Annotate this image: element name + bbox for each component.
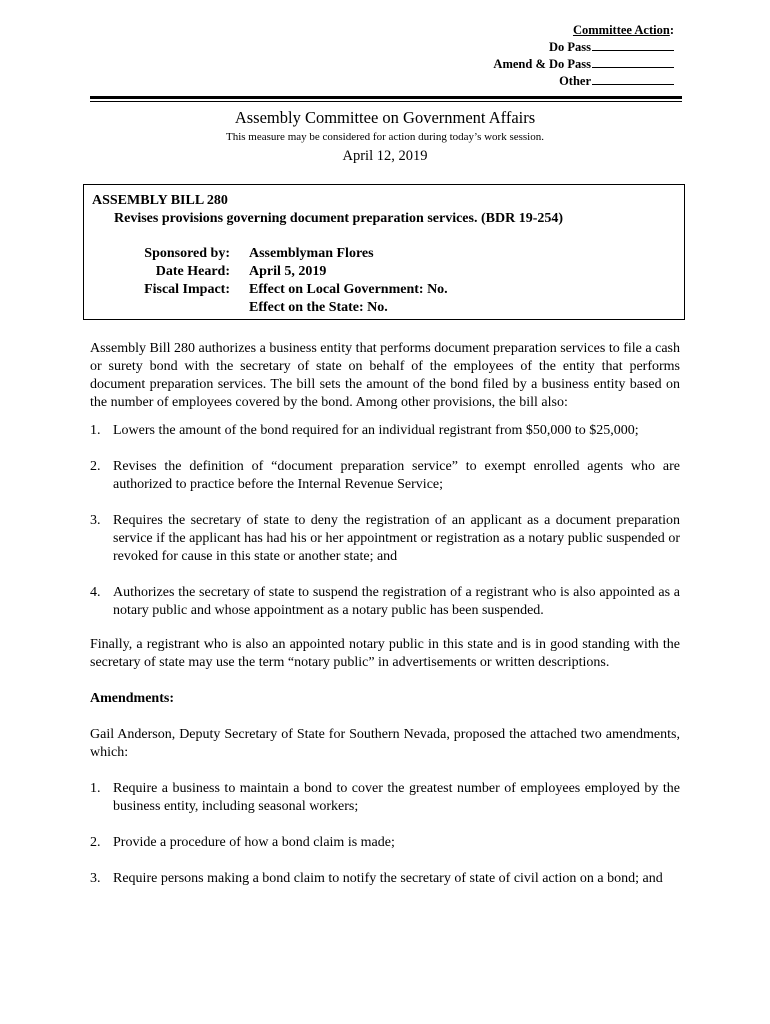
amendments-list <box>90 780 680 888</box>
do-pass-blank <box>592 39 674 51</box>
bill-summary: Assembly Bill 280 authorizes a business entity that performs document preparation services to file a cash or surety bond with the secretary of state on behalf of the employees of the entity that performs document preparation services. The bill sets the amount of the bond filed by a business entity based on the number of employees covered by the bond. Among other provisions, the bill also: <box>90 341 680 410</box>
fiscal-state-value: Effect on the State: No. <box>249 300 388 315</box>
date-heard-label: Date Heard: <box>155 264 230 279</box>
amend-do-pass-blank <box>592 56 674 68</box>
committee-action-block <box>493 22 674 90</box>
other-line: Other <box>493 73 674 90</box>
amendments-intro: Gail Anderson, Deputy Secretary of State for Southern Nevada, proposed the attached two amendments, which: <box>90 727 680 760</box>
fiscal-impact-label: Fiscal Impact: <box>144 282 230 297</box>
hearing-date: April 12, 2019 <box>342 148 428 164</box>
amend-do-pass-line: Amend & Do Pass <box>493 56 674 73</box>
bill-meta-labels <box>110 245 230 299</box>
list-item: 3. Requires the secretary of state to deny the registration of an applicant as a document preparation service if the applicant has had his or her appointment or registration as a notary public suspended or revoked for cause in this state or another state; and <box>90 513 680 564</box>
list-item: 1. Lowers the amount of the bond required for an individual registrant from $50,000 to $25,000; <box>90 423 639 438</box>
list-item: 3. Require persons making a bond claim to notify the secretary of state of civil action on a bond; and <box>90 871 663 886</box>
document-body <box>90 340 680 906</box>
work-session-note: This measure may be considered for action during today’s work session. <box>225 131 544 143</box>
do-pass-line: Do Pass <box>493 39 674 56</box>
sponsored-by-label: Sponsored by: <box>144 246 230 261</box>
finally-paragraph: Finally, a registrant who is also an appointed notary public in this state and is in good standing with the secretary of state may use the term “notary public” in advertisements or written descriptions. <box>90 637 680 670</box>
header-divider-thin <box>90 101 682 102</box>
bill-title: Revises provisions governing document preparation services. (BDR 19-254) <box>114 211 564 226</box>
list-item: 2. Revises the definition of “document preparation service” to exempt enrolled agents who are authorized to practice before the Internal Revenue Service; <box>90 459 680 492</box>
date-heard-value: April 5, 2019 <box>249 264 327 279</box>
header-divider-thick <box>90 96 682 99</box>
list-item: 2. Provide a procedure of how a bond claim is made; <box>90 835 395 850</box>
committee-name: Assembly Committee on Government Affairs <box>234 108 536 127</box>
other-blank <box>592 73 674 85</box>
bill-info-box <box>83 184 685 320</box>
list-item: 4. Authorizes the secretary of state to suspend the registration of a registrant who is also appointed as a notary public and whose appointment as a notary public has been suspended. <box>90 585 680 618</box>
bill-meta-values <box>249 245 448 317</box>
sponsored-by-value: Assemblyman Flores <box>249 246 374 261</box>
list-item: 1. Require a business to maintain a bond to cover the greatest number of employees employed by the business entity, including seasonal workers; <box>90 781 680 814</box>
amendments-heading: Amendments: <box>90 691 174 706</box>
bill-number: ASSEMBLY BILL 280 <box>92 193 228 208</box>
committee-action-heading: Committee Action: <box>572 23 674 37</box>
fiscal-local-value: Effect on Local Government: No. <box>249 282 448 297</box>
provisions-list <box>90 422 680 620</box>
